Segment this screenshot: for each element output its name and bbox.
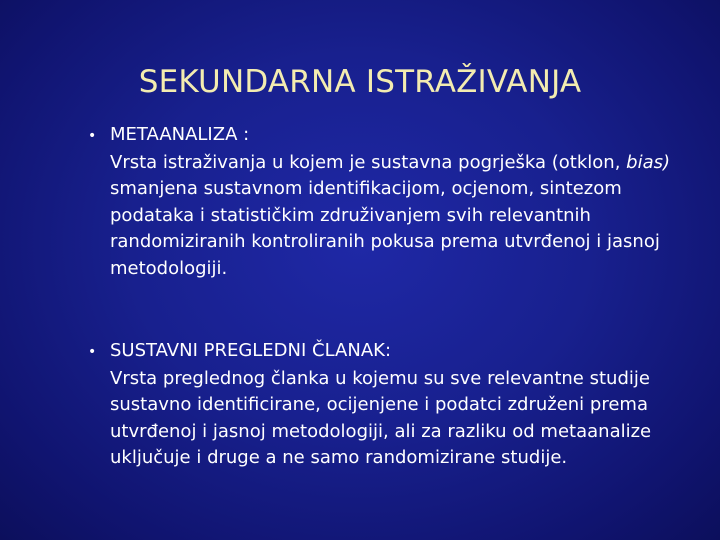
bullet-metaanaliza <box>88 122 688 282</box>
bullet-heading-line <box>88 338 688 366</box>
bullet-heading-line <box>88 122 688 150</box>
bullet-sustavni-pregledni-clanak <box>88 338 688 472</box>
bullet-heading: SUSTAVNI PREGLEDNI ČLANAK: <box>110 340 392 361</box>
slide-title: SEKUNDARNA ISTRAŽIVANJA <box>138 64 582 100</box>
bullet-paragraph <box>110 150 688 283</box>
paragraph-text-part: smanjena sustavnom identifikacijom, ocjenom, sintezom podataka i statističkim združivanjem svih relevantnih randomiziranih kontroliranih pokusa prema utvrđenoj i jasnoj metodologiji. <box>110 178 660 279</box>
paragraph-italic-term: bias) <box>626 151 670 173</box>
bullet-icon: • <box>88 344 97 360</box>
paragraph-text-part: Vrsta istraživanja u kojem je sustavna pogrješka (otklon, <box>110 151 627 173</box>
bullet-icon: • <box>88 128 97 144</box>
bullet-paragraph: Vrsta preglednog članka u kojemu su sve relevantne studije sustavno identificirane, ocijenjene i podatci združeni prema utvrđenoj i jasnoj metodologiji, ali za razliku od metaanalize uključuje i druge a ne samo randomizirane studije. <box>110 367 652 468</box>
bullet-heading: METAANALIZA : <box>110 124 250 145</box>
